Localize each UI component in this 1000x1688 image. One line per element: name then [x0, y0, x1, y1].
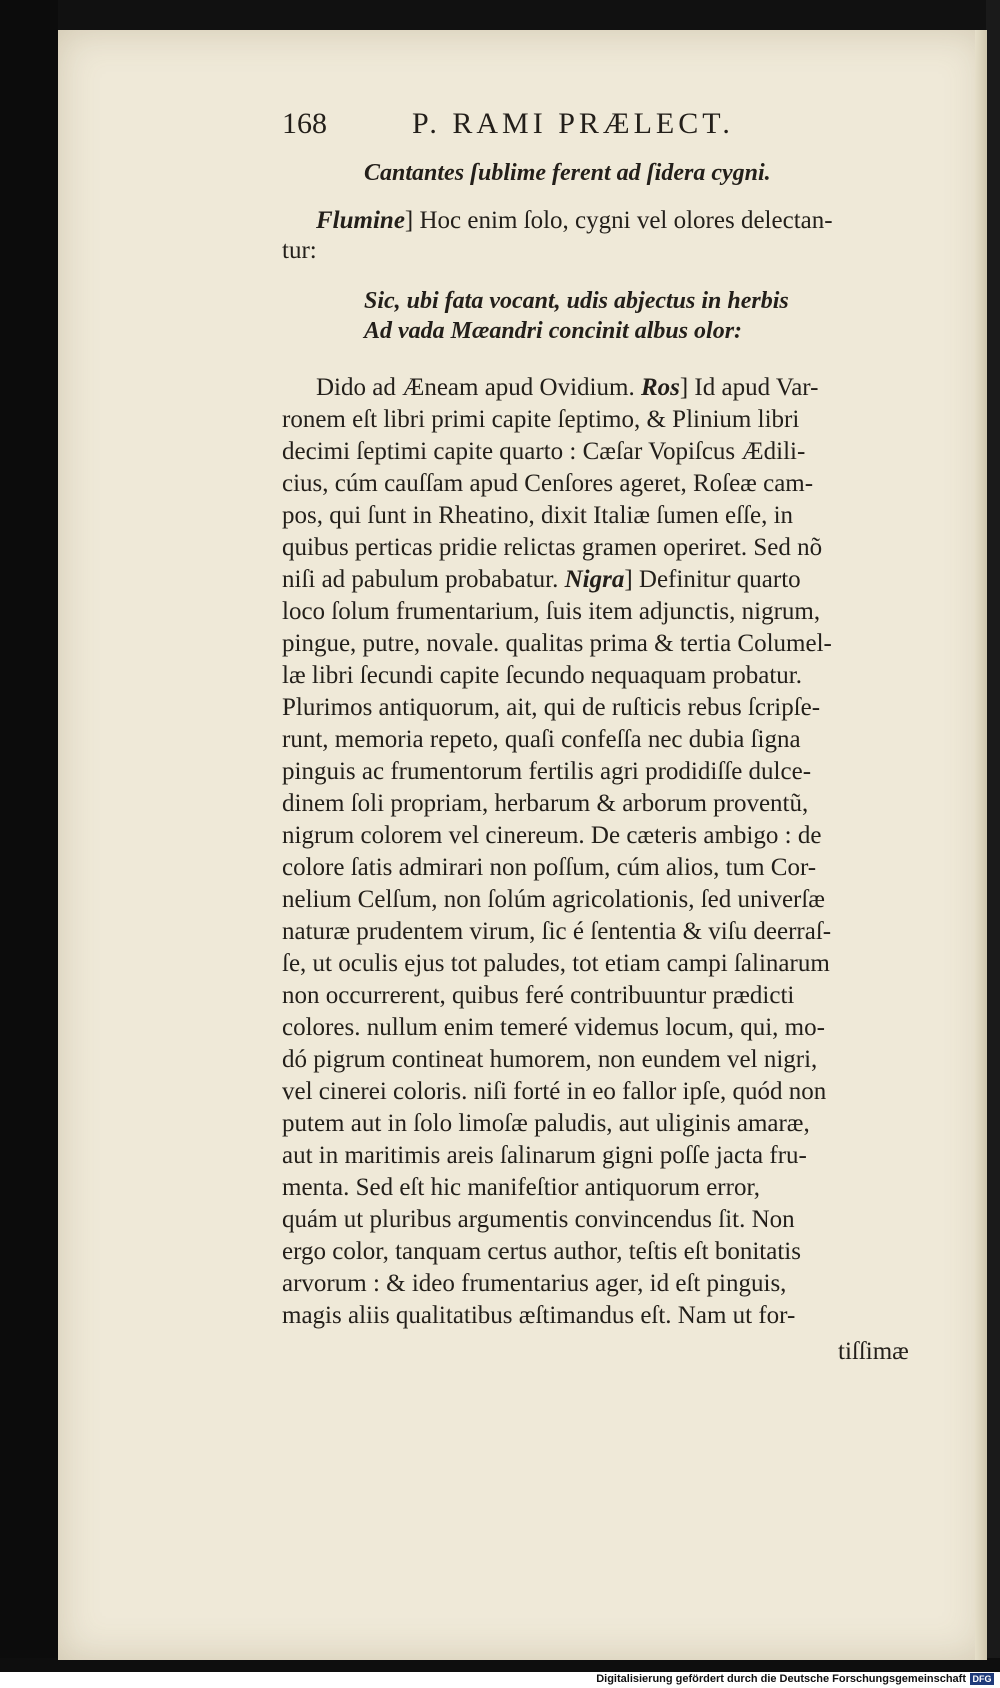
para2-line16: colore ſatis admirari non poſſum, cúm alios, tum Cor-: [282, 854, 817, 881]
para2-line12: runt, memoria repeto, quaſi confeſſa nec dubia ſigna: [282, 726, 801, 753]
footer-credit: Digitalisierung gefördert durch die Deutsche Forschungsgemeinschaft: [596, 1673, 966, 1685]
para2-line5: pos, qui ſunt in Rheatino, dixit Italiæ ſumen eſſe, in: [282, 502, 794, 529]
para1-line2: tur:: [282, 237, 317, 264]
para2-line24: putem aut in ſolo limoſæ paludis, aut uliginis amaræ,: [282, 1110, 810, 1137]
para2-line30: magis aliis qualitatibus æſtimandus eſt. Nam ut for-: [282, 1302, 796, 1329]
para2-line6: quibus perticas pridie relictas gramen operiret. Sed nõ: [282, 534, 823, 561]
para2-line7: [282, 564, 932, 596]
para2-line21: colores. nullum enim temeré videmus locum, qui, mo-: [282, 1014, 825, 1041]
catchword: tiſſimæ: [838, 1338, 909, 1365]
para2-line15: nigrum colorem vel cinereum. De cæteris ambigo : de: [282, 822, 822, 849]
para2-line29: arvorum : & ideo frumentarius ager, id eſt pinguis,: [282, 1270, 787, 1297]
para2-line8: loco ſolum frumentarium, ſuis item adjunctis, nigrum,: [282, 598, 821, 625]
verse-quote-1: Cantantes ſublime ferent ad ſidera cygni.: [364, 160, 771, 186]
page-edge: [975, 30, 987, 1660]
para2-line14: dinem ſoli propriam, herbarum & arborum proventũ,: [282, 790, 809, 817]
para2-line10: læ libri ſecundi capite ſecundo nequaquam probatur.: [282, 662, 802, 689]
lemma-nigra: Nigra: [564, 566, 625, 593]
para2-text1b: ] Id apud Var-: [679, 374, 819, 401]
para2-line17: nelium Celſum, non ſolúm agricolationis, ſed univerſæ: [282, 886, 825, 913]
para1-line1: [316, 205, 966, 237]
para2-line18: naturæ prudentem virum, ſic é ſententia & viſu deerraſ-: [282, 918, 832, 945]
para2-line26: menta. Sed eſt hic manifeſtior antiquorum error,: [282, 1174, 761, 1201]
para1-text1: ] Hoc enim ſolo, cygni vel olores delectan-: [404, 207, 833, 234]
para2-line28: ergo color, tanquam certus author, teſtis eſt bonitatis: [282, 1238, 801, 1265]
page-header: [282, 107, 942, 147]
scan-top-border: [0, 0, 1000, 34]
para2-line3: decimi ſeptimi capite quarto : Cæſar Vopiſcus Ædili-: [282, 438, 806, 465]
para2-line2: ronem eſt libri primi capite ſeptimo, & Plinium libri: [282, 406, 800, 433]
verse-quote-2-line2: Ad vada Mæandri concinit albus olor:: [364, 318, 743, 344]
para2-text1a: Dido ad Æneam apud Ovidium.: [316, 374, 641, 401]
scan-right-border: [986, 0, 1000, 1672]
verse-quote-2-line1: Sic, ubi fata vocant, udis abjectus in herbis: [364, 288, 789, 314]
para2-line22: dó pigrum contineat humorem, non eundem vel nigri,: [282, 1046, 818, 1073]
lemma-ros: Ros: [640, 374, 680, 401]
para2-line1: [316, 372, 966, 404]
para2-line23: vel cinerei coloris. niſi forté in eo fallor ipſe, quód non: [282, 1078, 827, 1105]
para2-text7a: niſi ad pabulum probabatur.: [282, 566, 565, 593]
dfg-logo: DFG: [970, 1673, 994, 1685]
para2-line20: non occurrerent, quibus feré contribuuntur prædicti: [282, 982, 795, 1009]
para2-line13: pinguis ac frumentorum fertilis agri prodidiſſe dulce-: [282, 758, 812, 785]
scan-left-border: [0, 0, 58, 1672]
scan-bottom-border: [0, 1658, 1000, 1672]
page-number: 168: [282, 107, 327, 140]
para2-text7b: ] Definitur quarto: [624, 566, 801, 593]
footer-bar: [0, 1672, 1000, 1688]
para2-line4: cius, cúm cauſſam apud Cenſores ageret, Roſeæ cam-: [282, 470, 814, 497]
lemma-flumine: Flumine: [316, 207, 405, 234]
para2-line19: ſe, ut oculis ejus tot paludes, tot etiam campi ſalinarum: [282, 950, 830, 977]
para2-line27: quám ut pluribus argumentis convincendus ſit. Non: [282, 1206, 795, 1233]
para2-line11: Plurimos antiquorum, ait, qui de ruſticis rebus ſcripſe-: [282, 694, 821, 721]
para2-line9: pingue, putre, novale. qualitas prima & tertia Columel-: [282, 630, 832, 657]
para2-line25: aut in maritimis areis ſalinarum gigni poſſe jacta fru-: [282, 1142, 807, 1169]
running-head: P. RAMI PRÆLECT.: [412, 107, 734, 140]
